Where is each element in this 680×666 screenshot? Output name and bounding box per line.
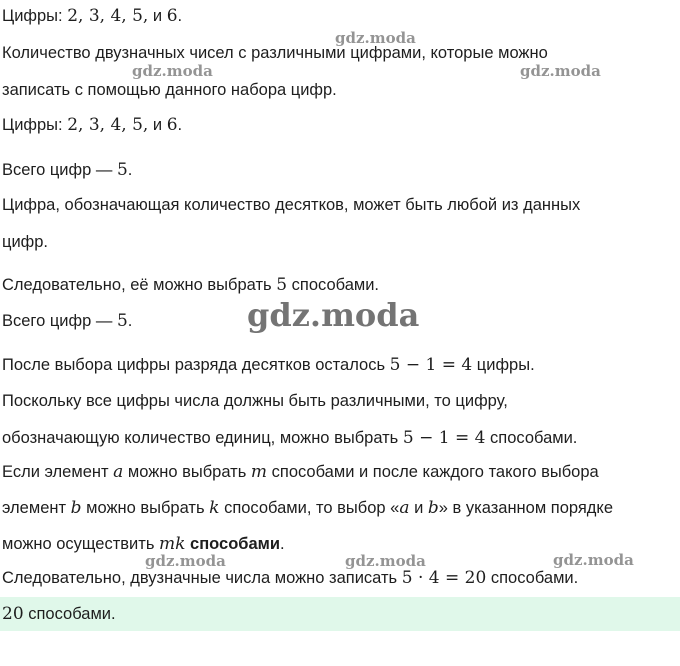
total-digits-line-2: Всего цифр — 5. [2,311,133,331]
answer-text: 20 способами. [2,604,116,624]
question-line-2: записать с помощью данного набора цифр. [2,81,337,99]
rule-line-2: элемент b можно выбрать k способами, то выбор «a и b» в указанном порядке [2,498,614,518]
watermark: gdz.moda [335,29,416,47]
digits-line: Цифры: 2, 3, 4, 5, и 6. [2,6,183,26]
tens-digit-line-1: Цифра, обозначающая количество десятков, может быть любой из данных [2,196,581,214]
rule-line-1: Если элемент a можно выбрать m способами и после каждого такого выбора [2,462,599,482]
remaining-digits-line: После выбора цифры разряда десятков осталось 5 − 1 = 4 цифры. [2,355,535,375]
units-choice-line: обозначающую количество единиц, можно выбрать 5 − 1 = 4 способами. [2,428,578,448]
conclusion-line: Следовательно, двузначные числа можно записать 5 · 4 = 20 способами. [2,568,579,588]
digits-line-2: Цифры: 2, 3, 4, 5, и 6. [2,115,183,135]
question-line-1: Количество двузначных чисел с различными цифрами, которые можно [2,44,548,62]
watermark: gdz.moda [520,62,601,80]
distinct-digits-line: Поскольку все цифры числа должны быть различными, то цифру, [2,392,508,410]
watermark: gdz.moda [553,551,634,569]
tens-choice-line: Следовательно, её можно выбрать 5 способами. [2,275,380,295]
watermark: gdz.moda [247,296,420,334]
rule-line-3: можно осуществить mk способами. [2,534,285,554]
total-digits-line: Всего цифр — 5. [2,160,133,180]
watermark: gdz.moda [345,552,426,570]
watermark: gdz.moda [132,62,213,80]
answer-box [0,597,680,631]
watermark: gdz.moda [145,552,226,570]
tens-digit-line-2: цифр. [2,233,49,251]
